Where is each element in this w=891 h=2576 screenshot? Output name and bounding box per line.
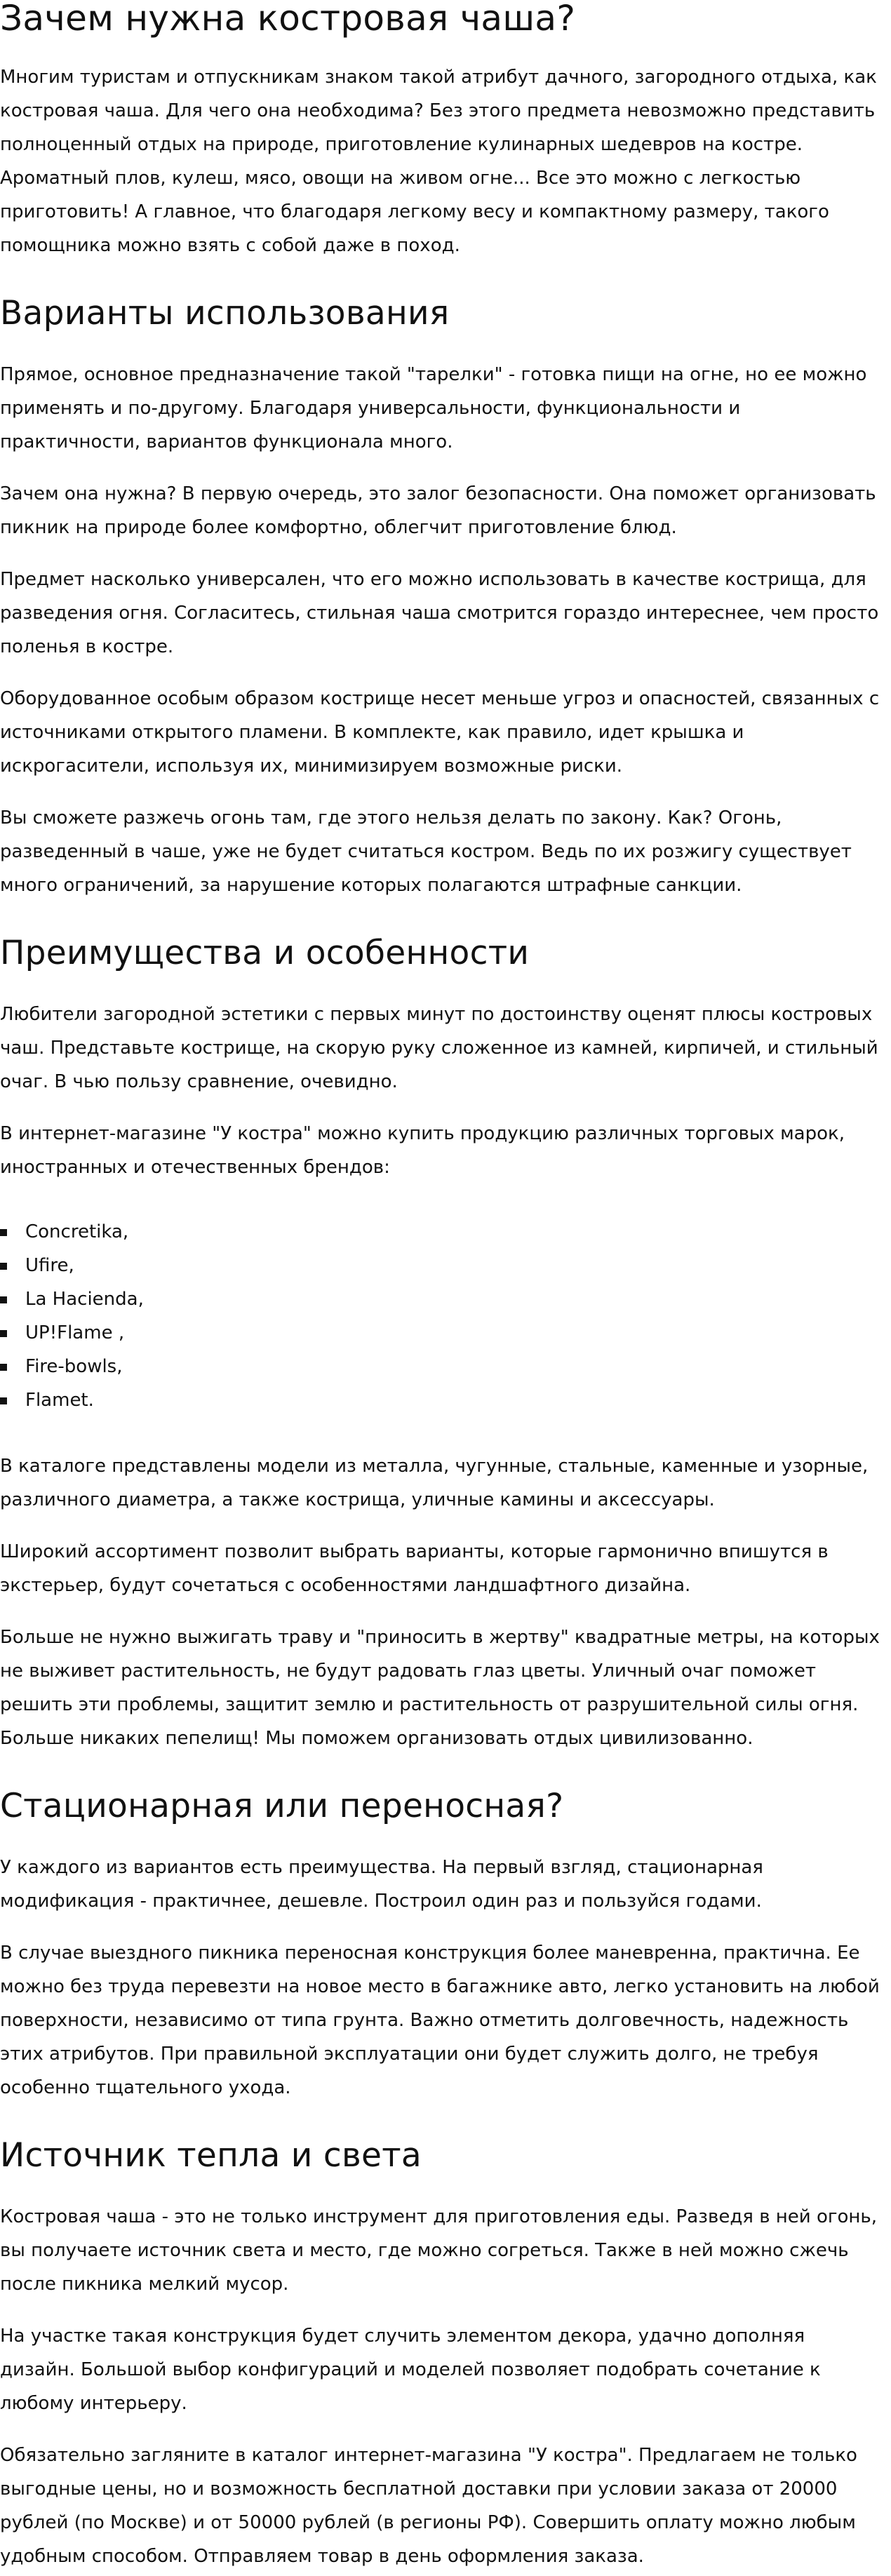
bullet-icon xyxy=(0,1296,7,1303)
bullet-icon xyxy=(0,1397,7,1404)
page-title: Зачем нужна костровая чаша? xyxy=(0,0,576,39)
paragraph: Костровая чаша - это не только инструмент для приготовления еды. Разведя в ней огонь, вы получаете источник света и место, где можно согреться. Также в ней можно сжечь после пикника мелкий мусор. xyxy=(0,2206,878,2295)
paragraph: Обязательно загляните в каталог интернет-магазина "У костра". Предлагаем не только выгодные цены, но и возможность бесплатной доставки при условии заказа от 20000 рублей (по Москве) и от 50000 рублей (в регионы РФ). Совершить оплату можно любым удобным способом. Отправляем товар в день оформления заказа. xyxy=(0,2445,857,2567)
section-heading-heat-and-light: Источник тепла и света xyxy=(0,2136,422,2175)
paragraph: Оборудованное особым образом кострище несет меньше угроз и опасностей, связанных с источниками открытого пламени. В комплекте, как правило, идет крышка и искрогасители, используя их, минимизируем возможные риски. xyxy=(0,688,880,777)
list-item xyxy=(0,1383,885,1417)
paragraph: На участке такая конструкция будет случить элементом декора, удачно дополняя дизайн. Большой выбор конфигураций и моделей позволяет подобрать сочетание к любому интерьеру. xyxy=(0,2326,821,2414)
brand-label: Concretika, xyxy=(25,1221,129,1242)
section-heading-usage: Варианты использования xyxy=(0,294,450,333)
list-item xyxy=(0,1282,885,1316)
brand-label: Ufire, xyxy=(25,1255,74,1276)
paragraph: У каждого из вариантов есть преимущества. На первый взгляд, стационарная модификация - практичнее, дешевле. Построил один раз и пользуйся годами. xyxy=(0,1857,763,1912)
paragraph: В интернет-магазине "У костра" можно купить продукцию различных торговых марок, иностранных и отечественных брендов: xyxy=(0,1123,845,1178)
list-item xyxy=(0,1316,885,1350)
paragraph: Больше не нужно выжигать траву и "приносить в жертву" квадратные метры, на которых не выживет растительность, не будут радовать глаз цветы. Уличный очаг поможет решить эти проблемы, защитит землю и растительность от разрушительной силы огня. Больше никаких пепелищ! Мы поможем организовать отдых цивилизованно. xyxy=(0,1627,880,1749)
paragraph: Вы сможете разжечь огонь там, где этого нельзя делать по закону. Как? Огонь, разведенный в чаше, уже не будет считаться костром. Ведь по их розжигу существует много ограничений, за нарушение которых полагаются штрафные санкции. xyxy=(0,807,852,896)
bullet-icon xyxy=(0,1364,7,1371)
section-heading-stationary-or-portable: Стационарная или переносная? xyxy=(0,1787,564,1825)
brand-list xyxy=(0,1215,885,1417)
list-item xyxy=(0,1215,885,1249)
brand-label: Flamet. xyxy=(25,1390,94,1411)
bullet-icon xyxy=(0,1263,7,1270)
brand-label: Fire-bowls, xyxy=(25,1356,123,1377)
section-heading-advantages: Преимущества и особенности xyxy=(0,934,530,972)
list-item xyxy=(0,1249,885,1282)
list-item xyxy=(0,1350,885,1383)
paragraph: Зачем она нужна? В первую очередь, это залог безопасности. Она поможет организовать пикник на природе более комфортно, облегчит приготовление блюд. xyxy=(0,483,876,538)
paragraph: Любители загородной эстетики с первых минут по достоинству оценят плюсы костровых чаш. Представьте кострище, на скорую руку сложенное из камней, кирпичей, и стильный очаг. В чью пользу сравнение, очевидно. xyxy=(0,1004,878,1092)
paragraph: Широкий ассортимент позволит выбрать варианты, которые гармонично впишутся в экстерьер, будут сочетаться с особенностями ландшафтного дизайна. xyxy=(0,1541,829,1596)
bullet-icon xyxy=(0,1229,7,1236)
paragraph: Предмет насколько универсален, что его можно использовать в качестве кострища, для разведения огня. Согласитесь, стильная чаша смотрится гораздо интереснее, чем просто поленья в костре. xyxy=(0,569,879,657)
paragraph: В случае выездного пикника переносная конструкция более маневренна, практична. Ее можно без труда перевезти на новое место в багажнике авто, легко установить на любой поверхности, независимо от типа грунта. Важно отметить долговечность, надежность этих атрибутов. При правильной эксплуатации они будет служить долго, не требуя особенно тщательного ухода. xyxy=(0,1943,880,2098)
paragraph: В каталоге представлены модели из металла, чугунные, стальные, каменные и узорные, различного диаметра, а также кострища, уличные камины и аксессуары. xyxy=(0,1456,869,1510)
intro-paragraph: Многим туристам и отпускникам знаком такой атрибут дачного, загородного отдыха, как костровая чаша. Для чего она необходима? Без этого предмета невозможно представить полноценный отдых на природе, приготовление кулинарных шедевров на костре. Ароматный плов, кулеш, мясо, овощи на живом огне... Все это можно с легкостью приготовить! А главное, что благодаря легкому весу и компактному размеру, такого помощника можно взять с собой даже в поход. xyxy=(0,67,877,256)
brand-label: La Hacienda, xyxy=(25,1289,144,1310)
brand-label: UP!Flame , xyxy=(25,1322,125,1343)
paragraph: Прямое, основное предназначение такой "тарелки" - готовка пищи на огне, но ее можно применять и по-другому. Благодаря универсальности, функциональности и практичности, вариантов функционала много. xyxy=(0,364,867,452)
bullet-icon xyxy=(0,1330,7,1337)
